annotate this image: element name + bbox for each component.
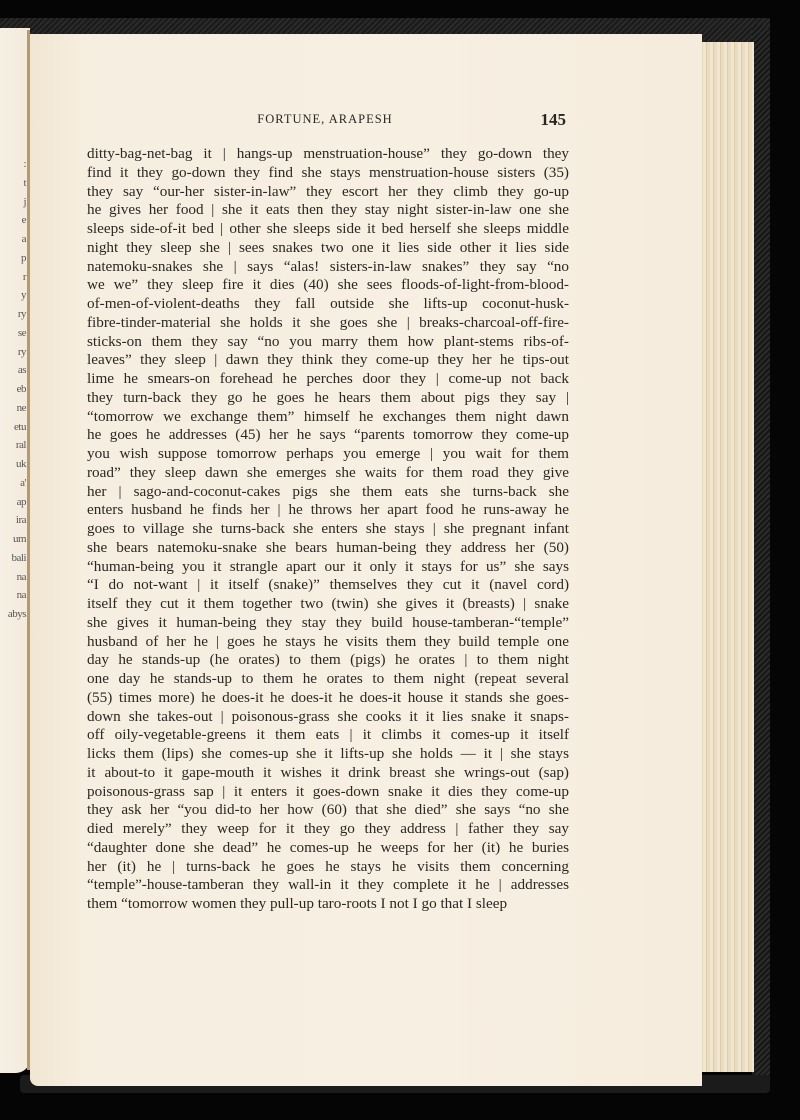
text-line: licks them (lips) she comes-up she it lifts-up she holds — it | she stays xyxy=(87,745,569,762)
facing-page-fragment: y xyxy=(21,289,26,302)
facing-page-fragment: eb xyxy=(16,383,26,395)
text-line: sticks-on them they say “no you marry them how plant-stems ribs-of- xyxy=(87,332,569,350)
facing-page-fragment: e xyxy=(21,214,26,227)
text-line: leaves” they sleep | dawn they think they come-up they her he tips-out xyxy=(87,351,569,369)
text-line: husband of her he | goes he stays he visits them they build temple one xyxy=(87,632,569,650)
running-title: FORTUNE, ARAPESH xyxy=(257,112,393,126)
text-line: natemoku-snakes she | says “alas! sisters-in-law snakes” they say “no xyxy=(87,257,569,275)
facing-page-fragment: t xyxy=(23,176,26,189)
text-line: them “tomorrow women they pull-up taro-roots I not I go that I sleep xyxy=(87,895,508,912)
facing-page-fragment: um xyxy=(12,533,26,545)
facing-page-fragment: p xyxy=(21,251,26,264)
facing-page-fragment: abys xyxy=(7,608,26,620)
text-line: died merely” they weep for it they go they address | father they say xyxy=(87,820,569,837)
text-line: he gives her food | she it eats then they stay night sister-in-law one she xyxy=(87,201,569,219)
text-line: lime he smears-on forehead he perches door they | come-up not back xyxy=(87,370,569,387)
text-line: day he stands-up (he orates) to them (pigs) he orates | to them night xyxy=(87,651,569,669)
facing-page-fragment: as xyxy=(17,364,26,377)
text-line: itself they cut it them together two (twin) she gives it (breasts) | snake xyxy=(87,595,569,612)
text-line: she bears natemoku-snake she bears human-being they address her (50) xyxy=(87,538,569,556)
text-line: night they sleep she | sees snakes two one it lies side other it lies side xyxy=(87,238,569,256)
book-cover-right-edge xyxy=(752,25,770,1085)
text-line: (55) times more) he does-it he does-it he does-it house it stands she goes- xyxy=(87,688,569,706)
text-line: it about-to it gape-mouth it wishes it drink breast she wrings-out (sap) xyxy=(87,763,569,781)
text-line: “tomorrow we exchange them” himself he exchanges them night dawn xyxy=(87,407,569,425)
text-line: he goes he addresses (45) her he says “parents tomorrow they come-up xyxy=(87,426,569,444)
facing-page-fragment: ral xyxy=(15,439,26,452)
facing-page-fragment: a xyxy=(21,233,26,245)
text-line: goes to village she turns-back she enters she stays | she pregnant infant xyxy=(87,520,569,537)
page-number: 145 xyxy=(540,110,566,129)
text-line: “human-being you it strangle apart our it only it stays for us” she says xyxy=(87,557,569,575)
text-line: they ask her “you did-to her how (60) that she died” she says “no she xyxy=(87,801,569,819)
text-line: sleeps side-of-it bed | other she sleeps side it bed herself she sleeps middle xyxy=(87,220,569,237)
text-line: they say “our-her sister-in-law” they escort her they climb they go-up xyxy=(87,182,569,200)
text-line: one day he stands-up to them he orates to them night (repeat several xyxy=(87,670,569,687)
text-line: of-men-of-violent-deaths they fall outside she lifts-up coconut-husk- xyxy=(87,295,569,312)
text-line: her | sago-and-coconut-cakes pigs she them eats she turns-back she xyxy=(87,482,569,500)
facing-page-fragment: a' xyxy=(20,476,26,489)
text-line: find it they go-down they find she stays menstruation-house sisters (35) xyxy=(87,163,569,181)
facing-page-fragment: uk xyxy=(16,458,26,470)
running-head xyxy=(80,110,570,134)
text-line: enters husband he finds her | he throws her apart food he runs-away he xyxy=(87,501,569,519)
facing-page-fragment: ira xyxy=(15,514,26,527)
text-line: “I do not-want | it itself (snake)” themselves they cut it (navel cord) xyxy=(87,576,569,594)
facing-page-fragment: ry xyxy=(17,308,26,320)
facing-page-fragment: ne xyxy=(16,401,26,414)
text-line: ditty-bag-net-bag it | hangs-up menstruation-house” they go-down they xyxy=(87,145,569,162)
text-line: “temple”-house-tamberan they wall-in it they complete it he | addresses xyxy=(87,876,569,894)
facing-page-fragment: ry xyxy=(17,345,26,358)
facing-page-fragment: r xyxy=(22,270,26,283)
body-text xyxy=(87,145,569,914)
facing-page-fragment: etu xyxy=(14,420,26,433)
text-line: “daughter done she dead” he comes-up he weeps for her (it) he buries xyxy=(87,838,569,856)
text-line: her (it) he | turns-back he goes he stays he visits them concerning xyxy=(87,857,569,875)
text-line: they turn-back they go he goes he hears them about pigs they say | xyxy=(87,388,569,406)
text-line: she gives it human-being they stay they build house-tamberan-“temple” xyxy=(87,613,569,631)
facing-page-fragment: bali xyxy=(11,551,26,564)
facing-page-fragment: na xyxy=(16,570,26,583)
text-line: we we” they sleep fire it dies (40) she sees floods-of-light-from-blood- xyxy=(87,276,569,294)
text-line: fibre-tinder-material she holds it she goes she | breaks-charcoal-off-fire- xyxy=(87,313,569,331)
facing-page xyxy=(0,28,30,1073)
facing-page-fragment: : xyxy=(23,158,26,170)
facing-page-fragment: na xyxy=(16,589,26,602)
text-line: down she takes-out | poisonous-grass she cooks it it lies snake it snaps- xyxy=(87,707,569,725)
facing-page-fragment: ap xyxy=(16,495,26,508)
facing-page-fragment: se xyxy=(17,326,26,339)
page-edges xyxy=(700,42,754,1072)
text-line: off oily-vegetable-greens it them eats | it climbs it comes-up it itself xyxy=(87,726,569,744)
facing-page-fragment: j xyxy=(23,195,26,208)
text-line: you wish suppose tomorrow perhaps you emerge | you wait for them xyxy=(87,445,569,462)
text-line: poisonous-grass sap | it enters it goes-down snake it dies they come-up xyxy=(87,782,569,800)
text-line: road” they sleep dawn she emerges she waits for them road they give xyxy=(87,463,569,481)
